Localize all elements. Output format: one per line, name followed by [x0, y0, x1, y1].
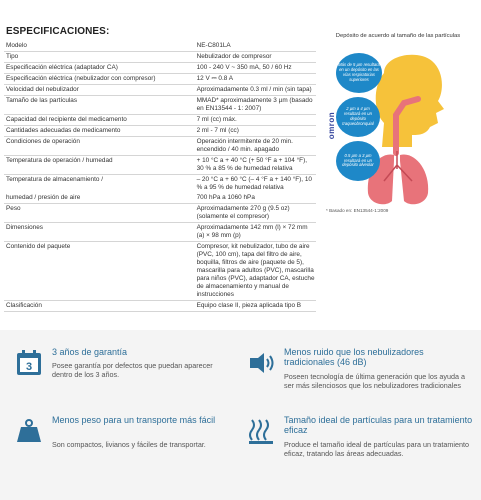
spec-value: NE-C801LA: [196, 41, 316, 52]
spec-label: Tipo: [4, 52, 196, 63]
spec-label: Modelo: [4, 41, 196, 52]
feature-desc: Produce el tamaño ideal de partículas para un tratamiento eficaz, tratando las áreas adecuadas.: [284, 440, 469, 459]
omron-logo: omron: [327, 111, 337, 140]
spec-row: [4, 63, 316, 74]
spec-row: [4, 85, 316, 96]
bubble-tracheobronchial: 2 µm a 4 µm resultará en un depósito traqueobronquial: [336, 97, 380, 137]
diagram-title: Depósito de acuerdo al tamaño de las partículas: [335, 33, 461, 39]
spec-label: Capacidad del recipiente del medicamento: [4, 115, 196, 126]
spec-row: [4, 126, 316, 137]
weight-icon: [14, 416, 44, 446]
spec-label: Temperatura de operación / humedad: [4, 156, 196, 175]
spec-label: Velocidad del nebulizador: [4, 85, 196, 96]
spec-value: Nebulizador de compresor: [196, 52, 316, 63]
feature-title: Menos peso para un transporte más fácil: [52, 415, 216, 425]
feature-desc: Poseen tecnología de última generación que los ayuda a ser más silenciosos que los nebulizadores tradicionales: [284, 372, 466, 391]
spec-value: 700 hPa a 1060 hPa: [196, 193, 316, 204]
spec-row: [4, 41, 316, 52]
spec-label: Contenido del paquete: [4, 242, 196, 301]
spec-value: + 10 °C a + 40 °C (+ 50 °F a + 104 °F), 30 % a 85 % de humedad relativa: [196, 156, 316, 175]
spec-row: [4, 242, 316, 301]
specifications-title: ESPECIFICACIONES:: [6, 26, 110, 37]
feature-desc: Posee garantía por defectos que puedan aparecer dentro de los 3 años.: [52, 361, 213, 380]
spec-label: humedad / presión de aire: [4, 193, 196, 204]
feature-title: Menos ruido que los nebulizadores tradicionales (46 dB): [284, 347, 424, 367]
spec-row: [4, 96, 316, 115]
spec-label: Temperatura de almacenamiento /: [6, 176, 103, 183]
spec-row: [4, 115, 316, 126]
feature-desc: Son compactos, livianos y fáciles de transportar.: [52, 440, 206, 449]
spec-label: Condiciones de operación: [4, 137, 196, 156]
spec-row: [4, 74, 316, 85]
calendar-3-icon: [14, 348, 44, 378]
particles-icon: [246, 416, 276, 446]
spec-row: [4, 137, 316, 156]
particle-deposit-diagram: [322, 33, 474, 243]
spec-value: MMAD* aproximadamente 3 µm (basado en EN13544 - 1: 2007): [196, 96, 316, 115]
feature-title: Tamaño ideal de partículas para un tratamiento eficaz: [284, 415, 473, 435]
specifications-table: [4, 41, 316, 312]
spec-value: Equipo clase II, pieza aplicada tipo B: [196, 301, 316, 312]
spec-row: [4, 223, 316, 242]
spec-value: 2 ml - 7 ml (cc): [196, 126, 316, 137]
spec-label: Clasificación: [4, 301, 196, 312]
diagram-footnote: * Basado en: EN13544-1:2009: [326, 208, 389, 213]
spec-label: Dimensiones: [4, 223, 196, 242]
spec-value: Aproximadamente 142 mm (l) × 72 mm (a) × 98 mm (p): [196, 223, 316, 242]
bubble-alveolar: 0.5 µm a 3 µm resultará en un depósito alveolar: [336, 141, 380, 181]
spec-row: [4, 204, 316, 223]
spec-value: Compresor, kit nebulizador, tubo de aire (PVC, 100 cm), tapa del filtro de aire, boquilla, filtros de aire (paquete de 5), mascarilla para adultos (PVC), mascarilla para niños (PVC), adaptador CA, estuche de almacenamiento y manual de instrucciones: [196, 242, 316, 301]
bubble-upper-airways: Más de 5 µm resultará en un depósito en las vías respiratorias superiores: [336, 53, 382, 93]
spec-value: Aproximadamente 270 g (9.5 oz) (solamente el compresor): [196, 204, 316, 223]
spec-value: – 20 °C a + 60 °C (– 4 °F a + 140 °F), 10 % a 95 % de humedad relativa: [196, 176, 312, 191]
spec-value: 12 V ⎓ 0.8 A: [196, 74, 316, 85]
spec-row: [4, 301, 316, 312]
spec-value: Operación intermitente de 20 min. encendido / 40 min. apagado: [196, 137, 316, 156]
spec-value: Aproximadamente 0.3 ml / min (sin tapa): [196, 85, 316, 96]
spec-label: Tamaño de las partículas: [4, 96, 196, 115]
spec-row: [4, 156, 316, 175]
spec-label: Peso: [4, 204, 196, 223]
feature-title: 3 años de garantía: [52, 347, 128, 357]
spec-row: [4, 193, 316, 204]
features-panel: [0, 330, 481, 500]
spec-row: [4, 175, 316, 194]
spec-label: Especificación eléctrica (nebulizador con compresor): [4, 74, 196, 85]
spec-label: Especificación eléctrica (adaptador CA): [4, 63, 196, 74]
spec-row: [4, 52, 316, 63]
svg-text:3: 3: [25, 361, 33, 373]
spec-value: 7 ml (cc) máx.: [196, 115, 316, 126]
spec-value: 100 - 240 V ~ 350 mA, 50 / 60 Hz: [196, 63, 316, 74]
sound-waves-icon: [246, 348, 276, 378]
spec-label: Cantidades adecuadas de medicamento: [4, 126, 196, 137]
